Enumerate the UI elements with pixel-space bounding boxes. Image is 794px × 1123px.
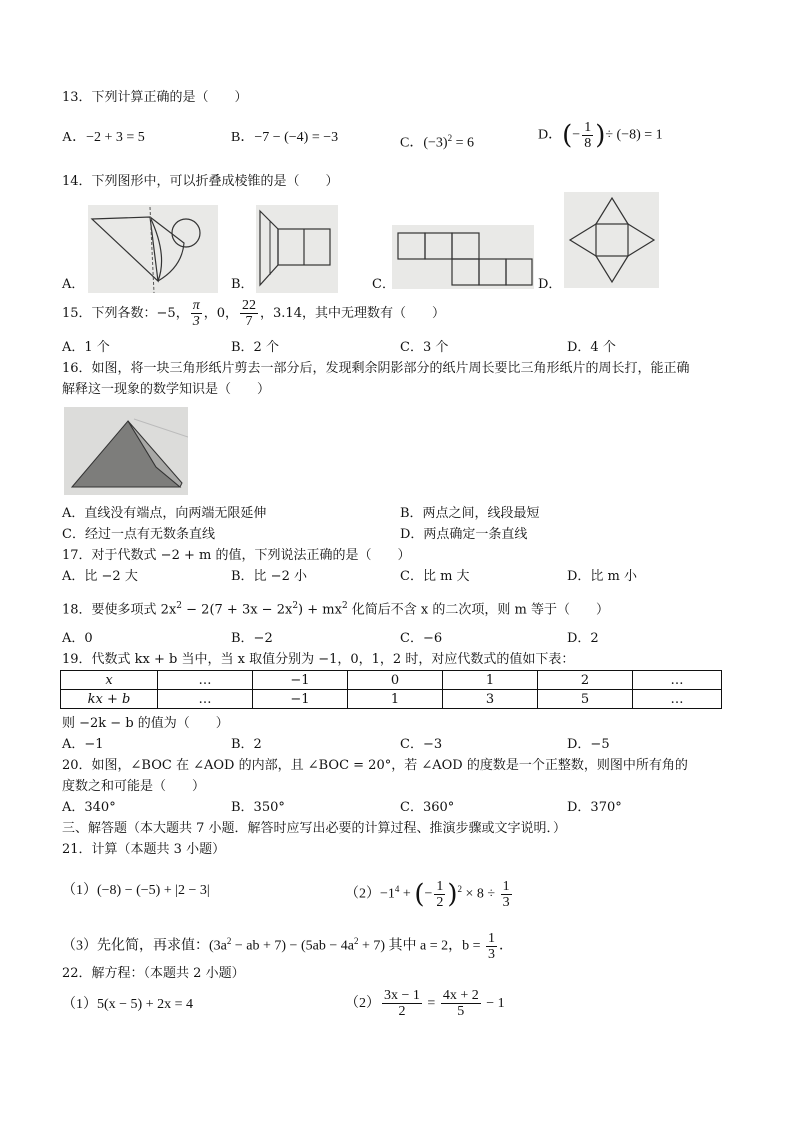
q16-option-b: B．两点之间，线段最短: [400, 506, 540, 521]
q18-sup3: 2: [341, 601, 348, 611]
q17-option-c: C．比 m 大: [400, 569, 470, 584]
table-cell: …: [158, 690, 253, 709]
q21-p2-b: +: [399, 886, 415, 902]
q21-stem: 21．计算（本题共 3 小题）: [62, 842, 226, 857]
table-cell: −1: [253, 671, 348, 690]
q20-option-d: D．370°: [567, 800, 622, 815]
q17-option-d: D．比 m 小: [567, 569, 638, 584]
q18-option-a: A．0: [62, 631, 93, 646]
q15-frac-num: 22: [242, 298, 257, 313]
q21-p3-s2: 2: [353, 936, 359, 946]
q21-p2-den: 2: [436, 894, 444, 910]
q15-stem-a: 15．下列各数：−5，: [62, 306, 189, 321]
q21-part1: （1）(−8) − (−5) + |2 − 3|: [62, 883, 210, 898]
q21-p2-num2: 1: [502, 878, 510, 894]
q21-p3-end: ．: [499, 938, 514, 954]
q21-p2-den2: 3: [502, 894, 510, 910]
q16-option-a: A．直线没有端点，向两端无限延伸: [62, 506, 267, 521]
q13-d-num: 1: [584, 120, 592, 135]
section-3-heading: 三、解答题（本大题共 7 小题．解答时应写出必要的计算过程、推演步骤或文字说明．）: [62, 821, 567, 836]
q21-p2-sup2: 2: [457, 884, 463, 894]
q13-stem: 13．下列计算正确的是（ ）: [62, 90, 248, 105]
q18-stem-d: 化简后不含 x 的二次项，则 m 等于（ ）: [347, 602, 609, 618]
q20-option-c: C．360°: [400, 800, 455, 815]
q17-option-a: A．比 −2 大: [62, 569, 138, 584]
q14-label-a: A．: [62, 277, 85, 292]
q18-option-d: D．2: [567, 631, 599, 646]
q21-p3-a: （3）先化简，再求值：(3a: [62, 938, 227, 954]
q14-figure-d: [564, 192, 659, 288]
q13-d-den: 8: [584, 136, 592, 151]
q20-stem-line1: 20．如图，∠BOC 在 ∠AOD 的内部，且 ∠BOC = 20°，若 ∠AOD 的度数是一个正整数，则图中所有角的: [62, 758, 688, 773]
q14-label-b: B．: [231, 277, 254, 292]
table-cell: 1: [348, 690, 443, 709]
q20-option-a: A．340°: [62, 800, 116, 815]
q14-figure-b: [256, 205, 338, 293]
q16-figure: [64, 407, 188, 495]
q15-option-c: C．3 个: [400, 340, 449, 355]
q18-stem: [62, 597, 609, 619]
q21-p2-c: × 8 ÷: [462, 886, 499, 902]
q18-sup1: 2: [176, 601, 183, 611]
q22-p2-d2: 5: [457, 1004, 465, 1020]
q21-part2: $(2)-1^4$ + (− $\frac{1}{2}$ )$^2$ × 8 ÷ $\frac{1}{3}$: [345, 878, 510, 910]
table-cell: 5: [538, 690, 633, 709]
table-cell: …: [158, 671, 253, 690]
q14-figure-c: [392, 225, 534, 289]
q16-option-d: D．两点确定一条直线: [400, 527, 528, 542]
q16-option-c: C．经过一点有无数条直线: [62, 527, 215, 542]
q22-p2-n1: 3x − 1: [384, 988, 420, 1004]
q22-part2: [345, 986, 505, 1022]
q21-p3-c: + 7) 其中 a = 2，b =: [358, 938, 485, 954]
table-cell: 3: [443, 690, 538, 709]
q13-d-rest: ÷ (−8) = 1: [605, 127, 663, 143]
q19-option-a: A．−1: [62, 737, 104, 752]
q15-mid: ，0，: [203, 306, 239, 321]
q22-stem: 22．解方程：（本题共 2 小题）: [62, 966, 245, 981]
q17-stem: 17．对于代数式 −2 + m 的值，下列说法正确的是（ ）: [62, 548, 411, 563]
table-cell: −1: [253, 690, 348, 709]
q17-option-b: B．比 −2 小: [231, 569, 307, 584]
q22-p2-eq: =: [423, 996, 439, 1011]
q21-p3-den: 3: [488, 946, 496, 962]
q21-p2-a: （2）−1: [345, 886, 395, 902]
q15-stem-b: ，3.14，其中无理数有（ ）: [260, 306, 445, 321]
q13-c-label: C．: [400, 135, 424, 151]
q14-stem: 14．下列图形中，可以折叠成棱锥的是（ ）: [62, 174, 339, 189]
q14-label-d: D．: [538, 277, 562, 292]
table-cell: …: [633, 690, 722, 709]
q22-p2-label: （2）: [345, 996, 380, 1011]
q15-pi-den: 3: [192, 314, 200, 329]
q13-option-d: D．(− $\frac{1}{8}$ )÷ (−8) = 1: [538, 120, 663, 151]
q18-sup2: 2: [292, 601, 299, 611]
q21-p2-sup: 4: [394, 884, 400, 894]
table-row: [61, 690, 722, 709]
q18-option-b: B．−2: [231, 631, 273, 646]
q15-option-a: A．1 个: [62, 340, 110, 355]
q13-c-rest: = 6: [452, 135, 474, 151]
q19-option-d: D．−5: [567, 737, 610, 752]
q14-label-c: C．: [372, 277, 395, 292]
q13-d-sign: −: [572, 127, 581, 143]
q16-stem-line1: 16．如图，将一块三角形纸片剪去一部分后，发现剩余阴影部分的纸片周长要比三角形纸片的周长打，能正确: [62, 361, 690, 376]
table-cell: 1: [443, 671, 538, 690]
table-row: [61, 671, 722, 690]
q20-option-b: B．350°: [231, 800, 285, 815]
table-cell: 2: [538, 671, 633, 690]
q21-p3-num: 1: [488, 930, 496, 946]
q21-p3-s1: 2: [226, 936, 232, 946]
q13-option-b: B．−7 − (−4) = −3: [231, 130, 339, 145]
q14-figure-a: [88, 205, 218, 293]
q22-part1: （1）5(x − 5) + 2x = 4: [62, 997, 194, 1012]
q18-stem-b: − 2(7 + 3x − 2x: [182, 602, 293, 618]
q13-option-a: A．−2 + 3 = 5: [62, 130, 145, 145]
q15-frac-den: 7: [245, 314, 253, 329]
q15-option-d: D．4 个: [567, 340, 616, 355]
q19-option-c: C．−3: [400, 737, 443, 752]
q18-stem-c: ) + mx: [298, 602, 342, 618]
q19-after: 则 −2k − b 的值为（ ）: [62, 716, 229, 731]
q13-c-expr: (−3): [423, 135, 448, 151]
q22-p2-d1: 2: [398, 1004, 406, 1020]
q19-option-b: B．2: [231, 737, 262, 752]
q13-c-exp: 2: [447, 133, 453, 143]
table-cell: 0: [348, 671, 443, 690]
q15-pi-num: π: [192, 298, 200, 313]
q21-p2-num: 1: [436, 878, 444, 894]
q18-option-c: C．−6: [400, 631, 443, 646]
q21-part3: [62, 924, 513, 964]
q22-p2-n2: 4x + 2: [442, 988, 479, 1004]
q19-value-table: [60, 670, 722, 709]
q13-d-label: D．: [538, 127, 563, 143]
q22-p2-end: − 1: [482, 996, 505, 1011]
q21-p3-b: − ab + 7) − (5ab − 4a: [231, 938, 354, 954]
q18-stem-a: 18．要使多项式 2x: [62, 602, 177, 618]
table-cell: …: [633, 671, 722, 690]
q20-stem-line2: 度数之和可能是（ ）: [62, 779, 206, 794]
q16-stem-line2: 解释这一现象的数学知识是（ ）: [62, 382, 271, 397]
q19-stem: 19．代数式 kx + b 当中，当 x 取值分别为 −1，0，1，2 时，对应代数式的值如下表：: [62, 652, 575, 667]
table-cell: x: [61, 671, 158, 690]
q13-option-c: [400, 129, 474, 153]
q15-stem: [62, 298, 445, 329]
q15-option-b: B．2 个: [231, 340, 279, 355]
table-cell: kx + b: [61, 690, 158, 709]
